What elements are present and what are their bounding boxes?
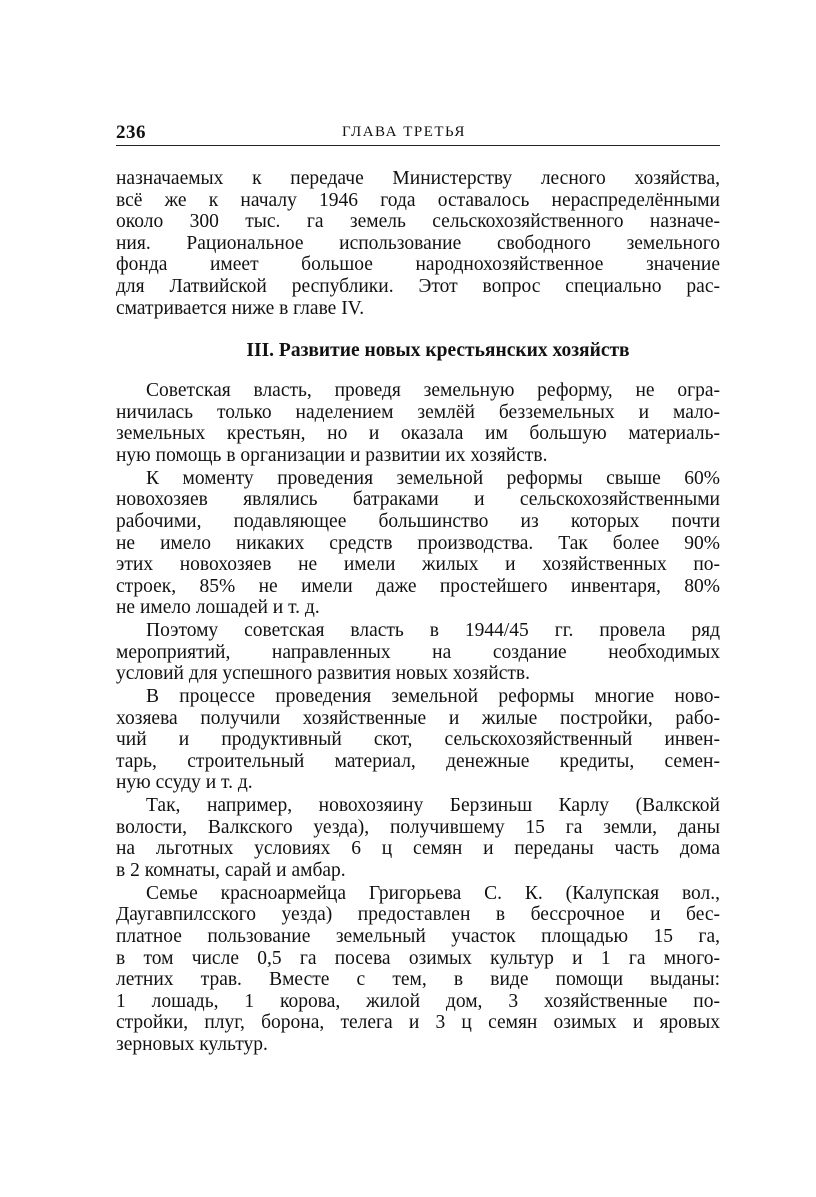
text-line: Семье красноармейца Григорьева С. К. (Калупская вол., bbox=[146, 882, 720, 904]
paragraph-continued bbox=[116, 168, 720, 319]
paragraph bbox=[116, 380, 720, 466]
text-line: ния. Рациональное использование свободного земельного bbox=[116, 232, 720, 254]
running-head bbox=[116, 118, 720, 144]
paragraph bbox=[116, 620, 720, 685]
text-line: около 300 тыс. га земель сельскохозяйственного назначе- bbox=[116, 211, 720, 233]
text-line: зерновых культур. bbox=[116, 1033, 268, 1055]
text-line: Так, например, новохозяину Берзиньш Карлу (Валкской bbox=[146, 795, 720, 817]
text-line: мероприятий, направленных на создание необходимых bbox=[116, 641, 720, 663]
text-line: Даугавпилсского уезда) предоставлен в бессрочное и бес- bbox=[116, 904, 720, 926]
text-line: ную ссуду и т. д. bbox=[116, 772, 253, 794]
text-line: стройки, плуг, борона, телега и 3 ц семян озимых и яровых bbox=[116, 1012, 720, 1034]
paragraph bbox=[116, 883, 720, 1056]
text-line: для Латвийской республики. Этот вопрос специально рас- bbox=[116, 275, 720, 297]
paragraph bbox=[116, 468, 720, 619]
page-number: 236 bbox=[116, 122, 146, 143]
text-line: Советская власть, проведя земельную реформу, не огра- bbox=[146, 380, 720, 402]
header-rule bbox=[116, 145, 720, 146]
section-heading: III. Развитие новых крестьянских хозяйств bbox=[246, 340, 630, 362]
text-line: Поэтому советская власть в 1944/45 гг. провела ряд bbox=[146, 620, 720, 642]
text-line: чий и продуктивный скот, сельскохозяйственный инвен- bbox=[116, 729, 720, 751]
text-line: земельных крестьян, но и оказала им большую материаль- bbox=[116, 423, 720, 445]
text-line: назначаемых к передаче Министерству лесного хозяйства, bbox=[116, 168, 720, 189]
text-line: рабочими, подавляющее большинство из которых почти bbox=[116, 510, 720, 532]
text-line: В процессе проведения земельной реформы многие ново- bbox=[146, 686, 720, 708]
text-line: сматривается ниже в главе IV. bbox=[116, 297, 365, 319]
text-line: в 2 комнаты, сарай и амбар. bbox=[116, 859, 346, 881]
text-line: в том числе 0,5 га посева озимых культур и 1 га много- bbox=[116, 947, 720, 969]
text-line: не имело лошадей и т. д. bbox=[116, 597, 320, 619]
text-line: условий для успешного развития новых хозяйств. bbox=[116, 663, 530, 685]
text-line: всё же к началу 1946 года оставалось нераспределёнными bbox=[116, 189, 720, 211]
text-line: на льготных условиях 6 ц семян и переданы часть дома bbox=[116, 838, 720, 860]
text-line: не имело никаких средств производства. Так более 90% bbox=[116, 532, 720, 554]
paragraph bbox=[116, 686, 720, 794]
text-line: хозяева получили хозяйственные и жилые постройки, рабо- bbox=[116, 707, 720, 729]
text-line: ную помощь в организации и развитии их хозяйств. bbox=[116, 444, 548, 466]
body-text bbox=[116, 168, 720, 1057]
text-line: волости, Валкского уезда), получившему 15 га земли, даны bbox=[116, 816, 720, 838]
text-line: новохозяев являлись батраками и сельскохозяйственными bbox=[116, 489, 720, 511]
text-line: ничилась только наделением землёй безземельных и мало- bbox=[116, 401, 720, 423]
text-line: К моменту проведения земельной реформы свыше 60% bbox=[146, 467, 720, 489]
text-line: 1 лошадь, 1 корова, жилой дом, 3 хозяйственные по- bbox=[116, 990, 720, 1012]
text-line: летних трав. Вместе с тем, в виде помощи выданы: bbox=[116, 969, 720, 991]
paragraph bbox=[116, 795, 720, 881]
text-line: фонда имеет большое народнохозяйственное значение bbox=[116, 254, 720, 276]
text-line: платное пользование земельный участок площадью 15 га, bbox=[116, 925, 720, 947]
text-line: строек, 85% не имели даже простейшего инвентаря, 80% bbox=[116, 575, 720, 597]
text-line: тарь, строительный материал, денежные кредиты, семен- bbox=[116, 750, 720, 772]
text-line: этих новохозяев не имели жилых и хозяйственных по- bbox=[116, 554, 720, 576]
chapter-title: ГЛАВА ТРЕТЬЯ bbox=[342, 124, 466, 140]
